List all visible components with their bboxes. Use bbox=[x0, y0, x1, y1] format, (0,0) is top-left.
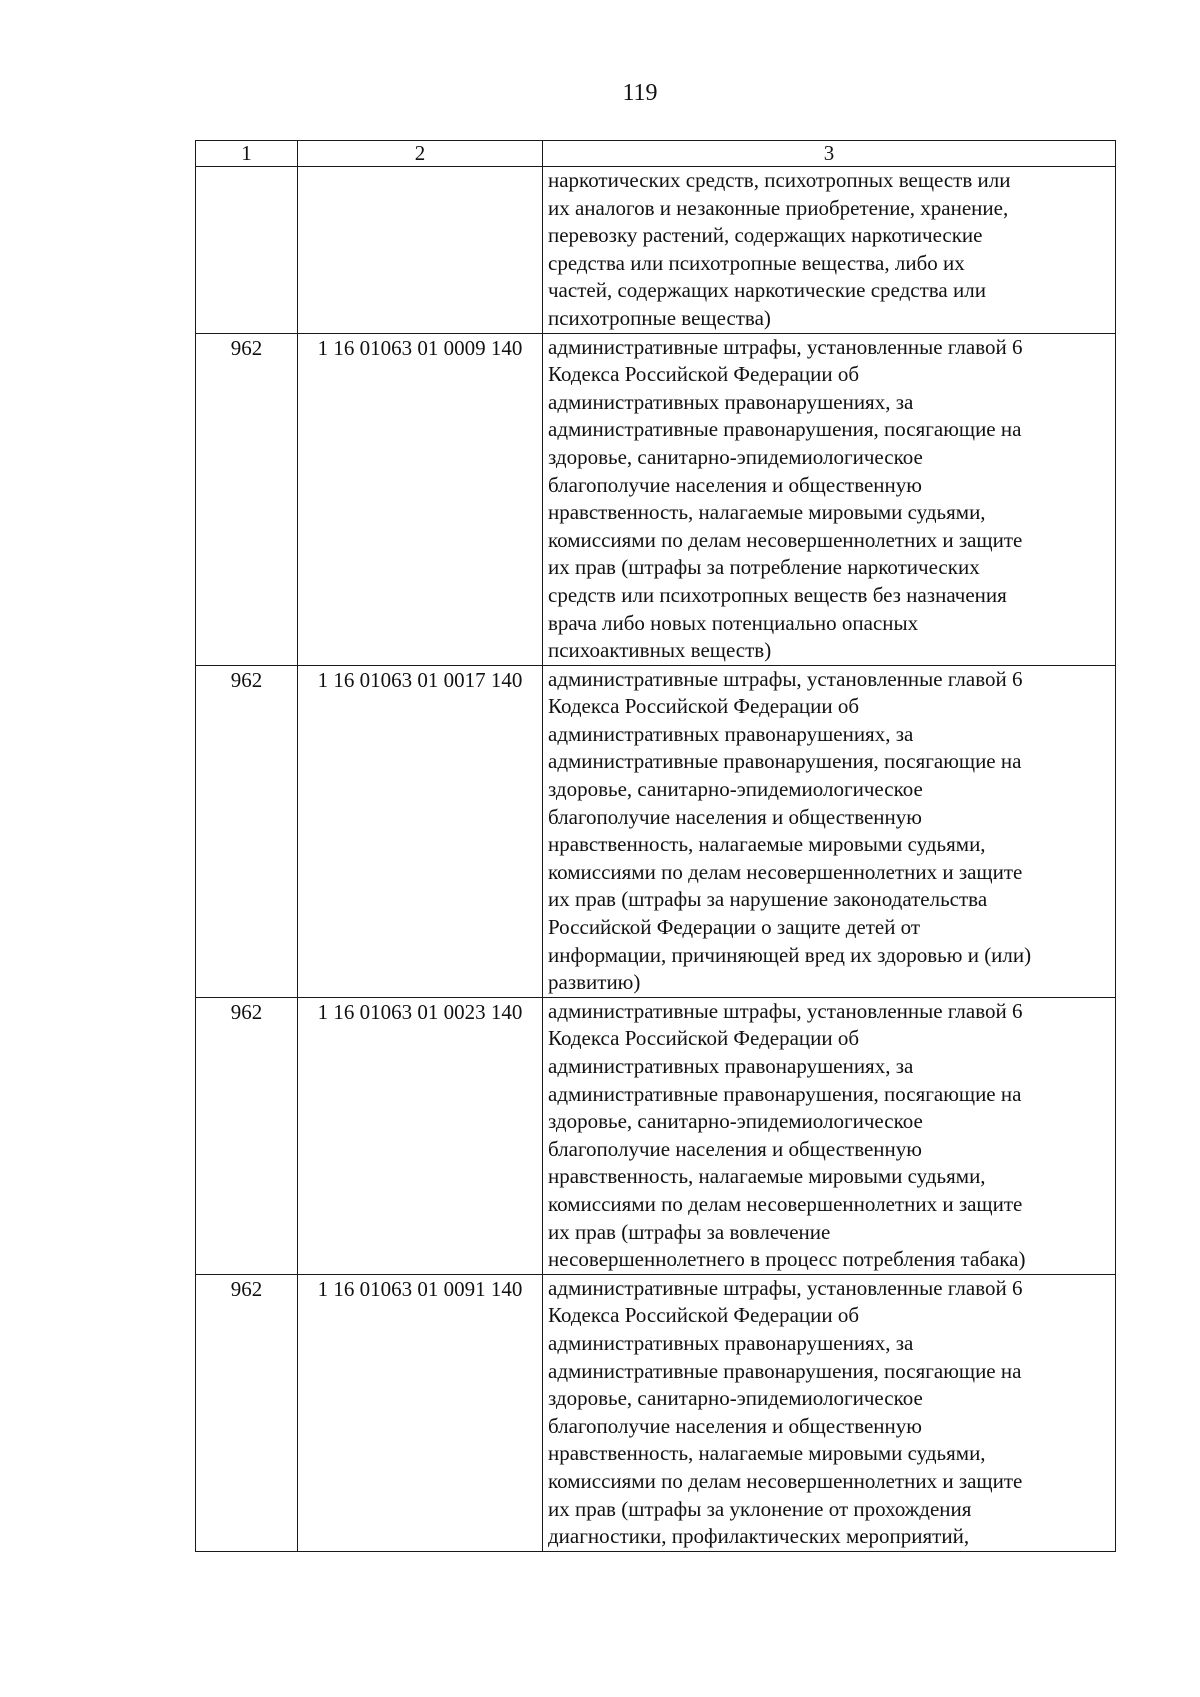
description-line: благополучие населения и общественную bbox=[548, 1413, 922, 1438]
admin-code-cell: 962 bbox=[196, 997, 298, 1274]
description-line: врача либо новых потенциально опасных bbox=[548, 610, 919, 635]
description-line: наркотических средств, психотропных веществ или bbox=[548, 168, 1011, 192]
description-line: комиссиями по делам несовершеннолетних и защите bbox=[548, 859, 1023, 884]
description-line: частей, содержащих наркотические средства или bbox=[548, 278, 986, 303]
description-line: административные правонарушения, посягающие на bbox=[548, 1358, 1022, 1383]
table-body bbox=[196, 167, 1116, 1552]
description-line: средств или психотропных веществ без назначения bbox=[548, 582, 1007, 607]
description-cell bbox=[543, 1274, 1116, 1551]
description-line: перевозку растений, содержащих наркотические bbox=[548, 223, 983, 248]
description-line: Кодекса Российской Федерации об bbox=[548, 1303, 860, 1328]
header-col-1: 1 bbox=[196, 141, 298, 167]
description-cell bbox=[543, 997, 1116, 1274]
admin-code-cell: 962 bbox=[196, 333, 298, 665]
description-line: административных правонарушениях, за bbox=[548, 721, 914, 746]
table-row bbox=[196, 333, 1116, 665]
description-line: психоактивных веществ) bbox=[548, 638, 772, 663]
description-line: комиссиями по делам несовершеннолетних и защите bbox=[548, 1468, 1023, 1493]
description-line: административные правонарушения, посягающие на bbox=[548, 749, 1022, 774]
description-cell bbox=[543, 333, 1116, 665]
description-line: административных правонарушениях, за bbox=[548, 1330, 914, 1355]
budget-codes-table bbox=[195, 140, 1116, 1552]
description-line: административные штрафы, установленные главой 6 bbox=[548, 666, 1023, 691]
description-line: их аналогов и незаконные приобретение, хранение, bbox=[548, 195, 1009, 220]
description-line: развитию) bbox=[548, 970, 641, 995]
description-line: Кодекса Российской Федерации об bbox=[548, 694, 860, 719]
description-line: Российской Федерации о защите детей от bbox=[548, 915, 921, 940]
page-number: 119 bbox=[622, 80, 658, 106]
description-line: Кодекса Российской Федерации об bbox=[548, 362, 860, 387]
description-line: их прав (штрафы за потребление наркотических bbox=[548, 555, 980, 580]
budget-code-cell: 1 16 01063 01 0009 140 bbox=[298, 333, 543, 665]
description-line: административные штрафы, установленные главой 6 bbox=[548, 1275, 1023, 1300]
budget-code-cell: 1 16 01063 01 0017 140 bbox=[298, 665, 543, 997]
description-line: благополучие населения и общественную bbox=[548, 472, 922, 497]
description-cell bbox=[543, 665, 1116, 997]
description-line: административные правонарушения, посягающие на bbox=[548, 417, 1022, 442]
table-row bbox=[196, 665, 1116, 997]
description-line: здоровье, санитарно-эпидемиологическое bbox=[548, 1386, 923, 1411]
admin-code-cell: 962 bbox=[196, 1274, 298, 1551]
budget-code-cell: 1 16 01063 01 0091 140 bbox=[298, 1274, 543, 1551]
budget-code-cell bbox=[298, 167, 543, 334]
description-line: их прав (штрафы за уклонение от прохождения bbox=[548, 1496, 972, 1521]
description-line: диагностики, профилактических мероприятий, bbox=[548, 1524, 970, 1549]
description-line: нравственность, налагаемые мировыми судьями, bbox=[548, 1441, 986, 1466]
description-line: административные штрафы, установленные главой 6 bbox=[548, 334, 1023, 359]
table-row bbox=[196, 1274, 1116, 1551]
description-line: благополучие населения и общественную bbox=[548, 804, 922, 829]
description-line: здоровье, санитарно-эпидемиологическое bbox=[548, 777, 923, 802]
description-line: средства или психотропные вещества, либо их bbox=[548, 250, 965, 275]
description-line: комиссиями по делам несовершеннолетних и защите bbox=[548, 1191, 1023, 1216]
description-line: нравственность, налагаемые мировыми судьями, bbox=[548, 832, 986, 857]
description-line: их прав (штрафы за нарушение законодательства bbox=[548, 887, 988, 912]
description-line: здоровье, санитарно-эпидемиологическое bbox=[548, 444, 923, 469]
table-header-row bbox=[196, 141, 1116, 167]
description-line: здоровье, санитарно-эпидемиологическое bbox=[548, 1109, 923, 1134]
description-cell bbox=[543, 167, 1116, 334]
description-line: Кодекса Российской Федерации об bbox=[548, 1026, 860, 1051]
table-row bbox=[196, 997, 1116, 1274]
description-line: несовершеннолетнего в процесс потребления табака) bbox=[548, 1247, 1026, 1272]
description-line: комиссиями по делам несовершеннолетних и защите bbox=[548, 527, 1023, 552]
budget-code-cell: 1 16 01063 01 0023 140 bbox=[298, 997, 543, 1274]
description-line: психотропные вещества) bbox=[548, 305, 771, 330]
description-line: административных правонарушениях, за bbox=[548, 1054, 914, 1078]
description-line: административные штрафы, установленные главой 6 bbox=[548, 998, 1023, 1023]
description-line: информации, причиняющей вред их здоровью и (или) bbox=[548, 942, 1032, 967]
description-line: нравственность, налагаемые мировыми судьями, bbox=[548, 500, 986, 525]
description-line: административные правонарушения, посягающие на bbox=[548, 1081, 1022, 1106]
admin-code-cell: 962 bbox=[196, 665, 298, 997]
table-row bbox=[196, 167, 1116, 334]
description-line: нравственность, налагаемые мировыми судьями, bbox=[548, 1164, 986, 1189]
header-col-2: 2 bbox=[298, 141, 543, 167]
description-line: их прав (штрафы за вовлечение bbox=[548, 1219, 831, 1244]
description-line: благополучие населения и общественную bbox=[548, 1136, 922, 1161]
header-col-3: 3 bbox=[543, 141, 1116, 167]
admin-code-cell bbox=[196, 167, 298, 334]
description-line: административных правонарушениях, за bbox=[548, 389, 914, 414]
